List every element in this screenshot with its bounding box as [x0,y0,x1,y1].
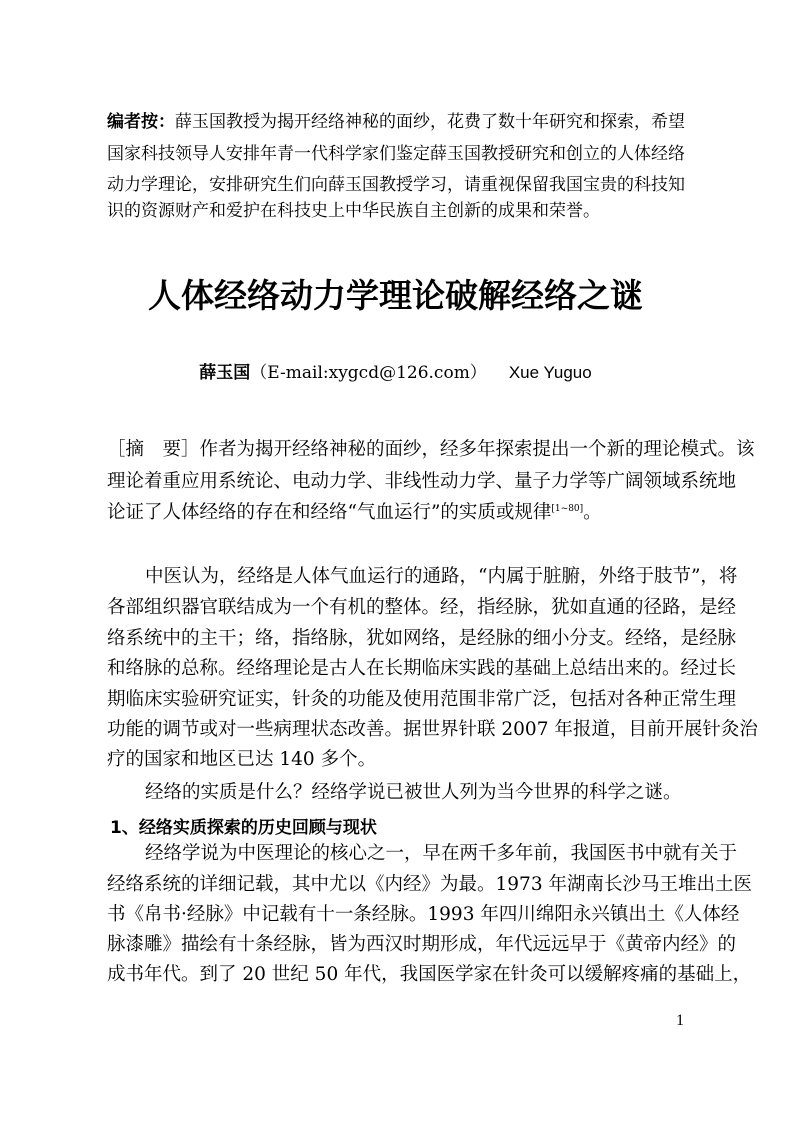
paragraph-line: 各部组织器官联结成为一个有机的整体。经，指经脉，犹如直通的径路，是经 [107,597,737,618]
paragraph-line: 成书年代。到了 20 世纪 50 年代，我国医学家在针灸可以缓解疼痛的基础上， [107,964,752,985]
author-name: 薛玉国 [199,363,251,383]
paragraph-line: 脉漆雕》描绘有十条经脉，皆为西汉时期形成，年代远远早于《黄帝内经》的 [107,934,737,955]
abstract-line: 理论着重应用系统论、电动力学、非线性动力学、量子力学等广阔领域系统地 [107,471,737,492]
paragraph-line: 络系统中的主干；络，指络脉，犹如网络，是经脉的细小分支。经络，是经脉 [107,628,737,649]
paragraph-line: 中医认为，经络是人体气血运行的通路，“内属于脏腑，外络于肢节”，将 [145,566,738,587]
paragraph-line: 期临床实验研究证实，针灸的功能及使用范围非常广泛，包括对各种正常生理 [107,689,737,710]
paragraph-line: 经络系统的详细记载，其中尤以《内经》为最。1973 年湖南长沙马王堆出土医 [107,874,752,895]
editor-note-line: 国家科技领导人安排年青一代科学家们鉴定薛玉国教授研究和创立的人体经络 [107,144,685,164]
author-email: （E-mail:xygcd@126.com） [250,363,487,383]
section-heading: 1、经络实质探索的历史回顾与现状 [110,818,377,838]
paragraph-2: 经络的实质是什么？经络学说已被世人列为当今世界的科学之谜。 [145,782,682,803]
citation: [1~80] [551,503,584,514]
page-number: 1 [676,1012,684,1029]
editor-note-line: 编者按：薛玉国教授为揭开经络神秘的面纱，花费了数十年研究和探索，希望 [107,112,685,132]
paragraph-line: 和络脉的总称。经络理论是古人在长期临床实践的基础上总结出来的。经过长 [107,658,737,679]
paragraph-line: 疗的国家和地区已达 140 多个。 [107,749,377,770]
abstract-line: ［摘 要］作者为揭开经络神秘的面纱，经多年探索提出一个新的理论模式。该 [107,439,755,460]
abstract-line: 论证了人体经络的存在和经络“气血运行”的实质或规律[1~80]。 [107,502,602,523]
editor-note-line: 动力学理论，安排研究生们向薛玉国教授学习，请重视保留我国宝贵的科技知 [107,175,685,195]
author-english-name: Xue Yuguo [508,363,592,382]
editor-note-label: 编者按： [107,112,175,132]
paragraph-line: 书《帛书·经脉》中记载有十一条经脉。1993 年四川绵阳永兴镇出土《人体经 [107,904,740,925]
editor-note-line: 识的资源财产和爱护在科技史上中华民族自主创新的成果和荣誉。 [107,201,600,221]
author-line [0,358,791,383]
page-title: 人体经络动力学理论破解经络之谜 [148,276,643,315]
paragraph-line: 功能的调节或对一些病理状态改善。据世界针联 2007 年报道，目前开展针灸治 [107,719,758,740]
paragraph-line: 经络学说为中医理论的核心之一，早在两千多年前，我国医书中就有关于 [145,843,738,864]
